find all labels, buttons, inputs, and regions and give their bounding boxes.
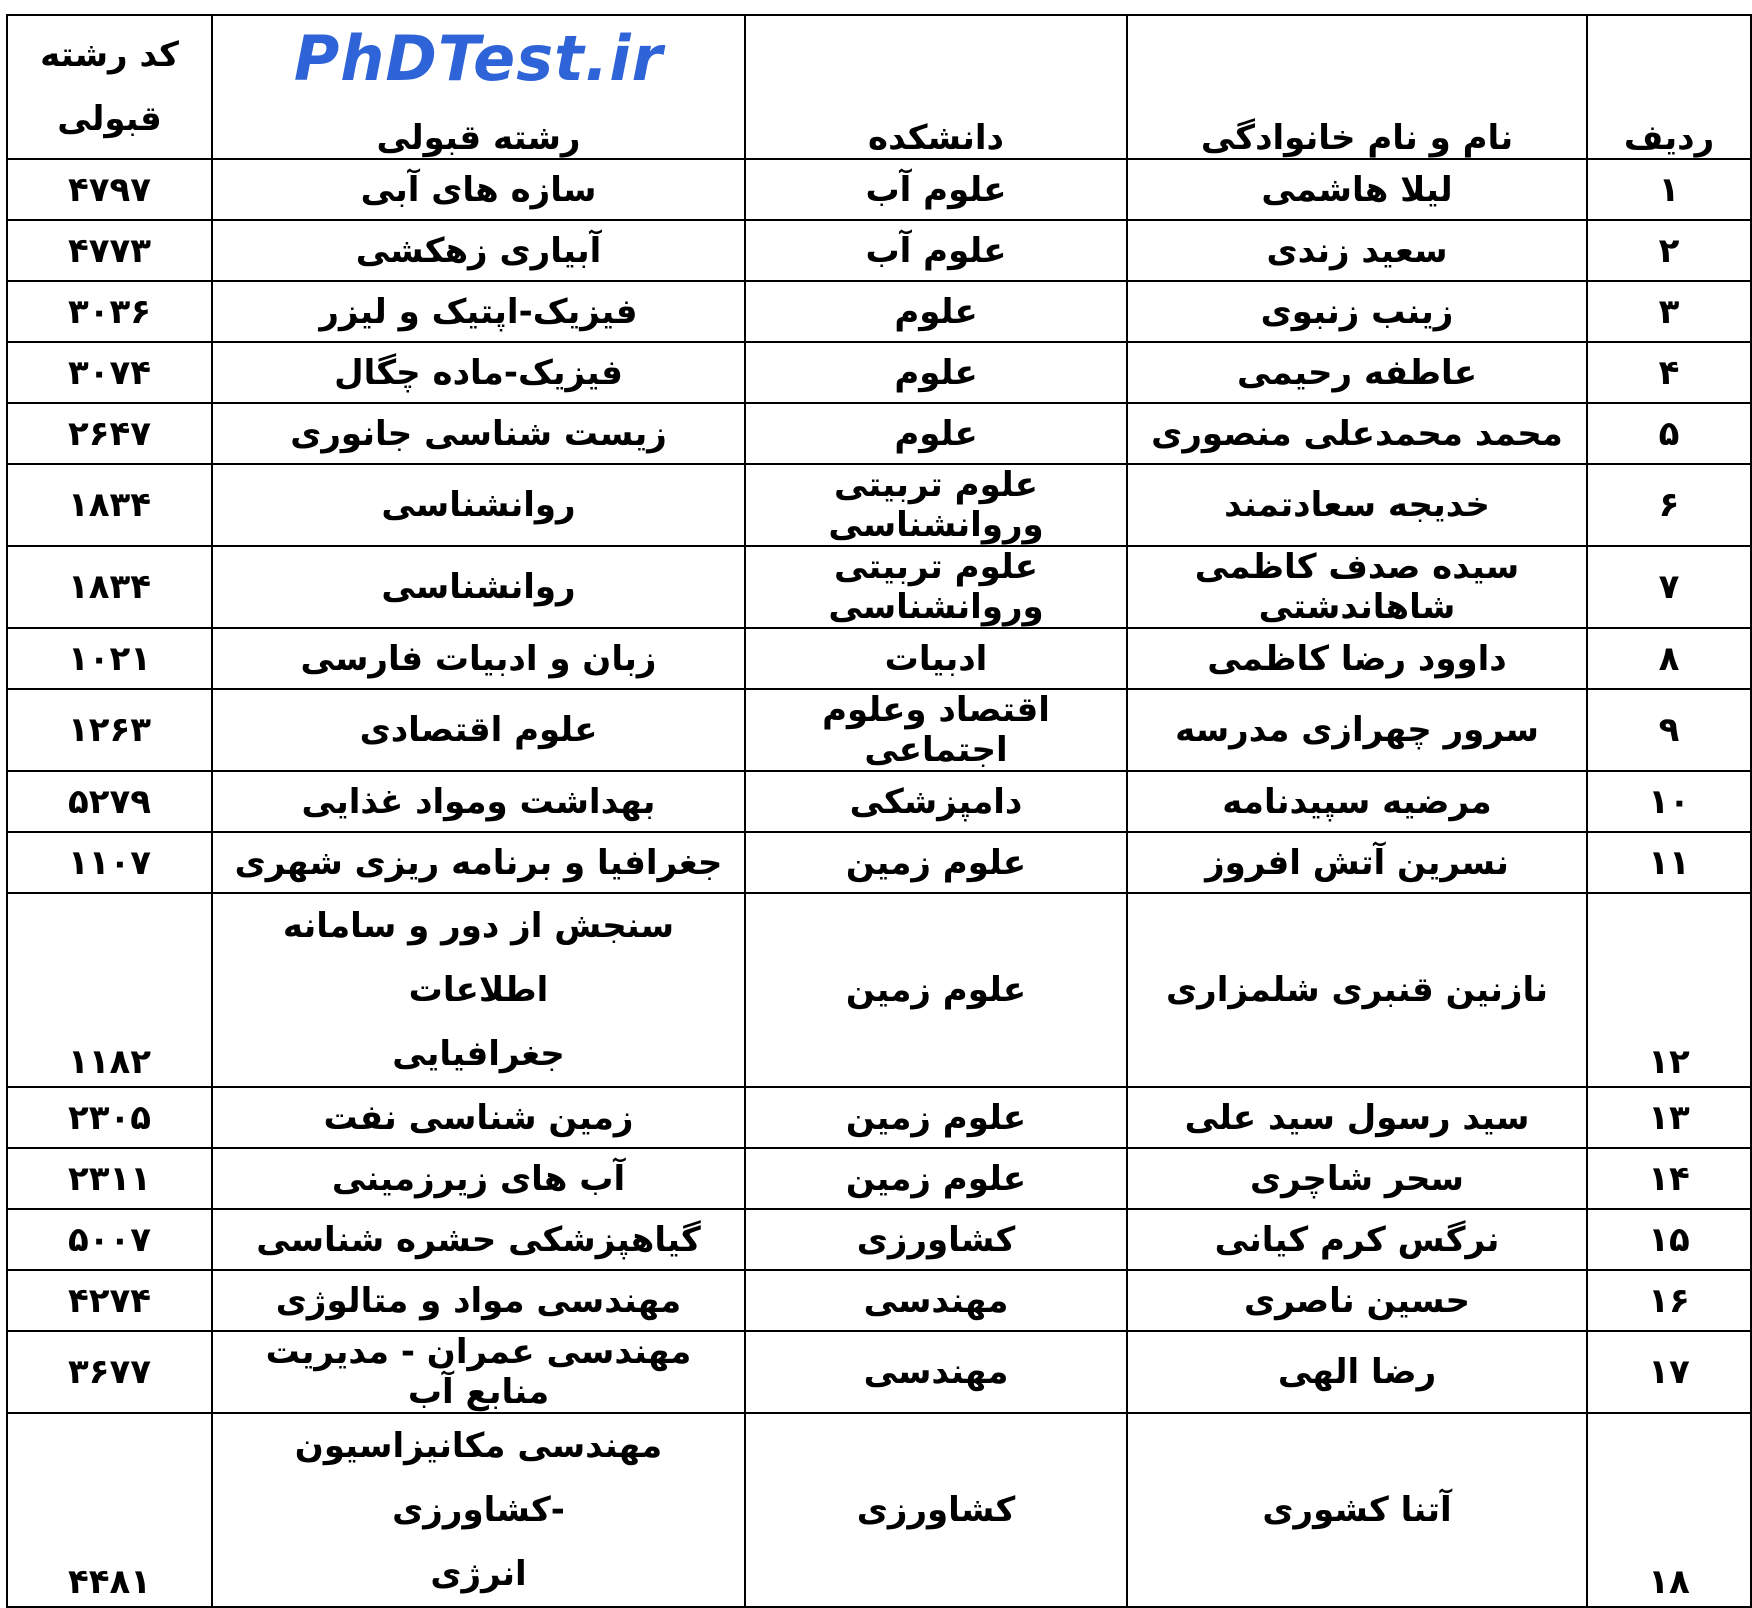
major-line: فیزیک-اپتیک و لیزر bbox=[319, 291, 638, 332]
code-cell: ۲۶۴۷ bbox=[7, 403, 212, 464]
table-row bbox=[7, 1331, 1751, 1413]
header-major-label: رشته قبولی bbox=[376, 118, 581, 158]
row-number-cell: ۲ bbox=[1587, 220, 1751, 281]
major-cell bbox=[212, 689, 745, 771]
code-cell: ۳۰۳۶ bbox=[7, 281, 212, 342]
major-cell bbox=[212, 1087, 745, 1148]
table-row bbox=[7, 464, 1751, 546]
faculty-cell: علوم bbox=[745, 403, 1127, 464]
faculty-cell: علوم آب bbox=[745, 220, 1127, 281]
major-cell bbox=[212, 342, 745, 403]
row-number-cell: ۱۳ bbox=[1587, 1087, 1751, 1148]
code-cell: ۵۰۰۷ bbox=[7, 1209, 212, 1270]
table-row bbox=[7, 771, 1751, 832]
row-number-cell: ۵ bbox=[1587, 403, 1751, 464]
major-cell bbox=[212, 1209, 745, 1270]
major-line: علوم اقتصادی bbox=[359, 710, 598, 750]
code-cell: ۱۰۲۱ bbox=[7, 628, 212, 689]
name-cell: نرگس کرم کیانی bbox=[1127, 1209, 1587, 1270]
major-line: سنجش از دور و سامانه اطلاعات bbox=[282, 906, 675, 1010]
table-row bbox=[7, 281, 1751, 342]
faculty-cell: اقتصاد وعلوم اجتماعی bbox=[745, 689, 1127, 771]
major-cell bbox=[212, 546, 745, 628]
name-cell: خدیجه سعادتمند bbox=[1127, 464, 1587, 546]
header-row-number: ردیف bbox=[1587, 15, 1751, 159]
faculty-cell: علوم زمین bbox=[745, 893, 1127, 1087]
faculty-cell: کشاورزی bbox=[745, 1209, 1127, 1270]
code-cell: ۲۳۰۵ bbox=[7, 1087, 212, 1148]
name-cell: آتنا کشوری bbox=[1127, 1413, 1587, 1607]
table-row bbox=[7, 1413, 1751, 1607]
table-row bbox=[7, 628, 1751, 689]
faculty-cell: علوم زمین bbox=[745, 1148, 1127, 1209]
faculty-cell: علوم bbox=[745, 342, 1127, 403]
header-code-line2: قبولی bbox=[57, 99, 162, 139]
table-row bbox=[7, 220, 1751, 281]
table-row bbox=[7, 342, 1751, 403]
code-cell: ۴۲۷۴ bbox=[7, 1270, 212, 1331]
major-cell bbox=[212, 281, 745, 342]
faculty-cell: علوم bbox=[745, 281, 1127, 342]
row-number-cell: ۱۷ bbox=[1587, 1331, 1751, 1413]
name-cell: نسرین آتش افروز bbox=[1127, 832, 1587, 893]
name-cell: سرور چهرازی مدرسه bbox=[1127, 689, 1587, 771]
row-number-cell: ۹ bbox=[1587, 689, 1751, 771]
major-line: روانشناسی bbox=[381, 485, 576, 525]
faculty-cell: مهندسی bbox=[745, 1331, 1127, 1413]
name-cell: نازنین قنبری شلمزاری bbox=[1127, 893, 1587, 1087]
name-cell: زینب زنبوی bbox=[1127, 281, 1587, 342]
major-cell bbox=[212, 832, 745, 893]
table-row bbox=[7, 1148, 1751, 1209]
major-line: آب های زیرزمینی bbox=[331, 1158, 626, 1199]
major-cell bbox=[212, 628, 745, 689]
faculty-cell: علوم زمین bbox=[745, 832, 1127, 893]
name-cell: محمد محمدعلی منصوری bbox=[1127, 403, 1587, 464]
watermark-logo: PhDTest.ir bbox=[293, 22, 664, 95]
table-row bbox=[7, 1270, 1751, 1331]
name-cell: سید رسول سید علی bbox=[1127, 1087, 1587, 1148]
faculty-cell: علوم آب bbox=[745, 159, 1127, 220]
name-cell: سحر شاچری bbox=[1127, 1148, 1587, 1209]
major-cell bbox=[212, 893, 745, 1087]
major-line: زمین شناسی نفت bbox=[323, 1097, 634, 1138]
table-row bbox=[7, 546, 1751, 628]
table-row bbox=[7, 832, 1751, 893]
major-line: گیاهپزشکی حشره شناسی bbox=[256, 1219, 701, 1260]
name-cell: داوود رضا کاظمی bbox=[1127, 628, 1587, 689]
faculty-cell: علوم تربیتی وروانشناسی bbox=[745, 464, 1127, 546]
row-number-cell: ۱۴ bbox=[1587, 1148, 1751, 1209]
major-cell bbox=[212, 1413, 745, 1607]
table-body bbox=[7, 15, 1751, 1607]
row-number-cell: ۷ bbox=[1587, 546, 1751, 628]
row-number-cell: ۱۸ bbox=[1587, 1413, 1751, 1607]
major-cell bbox=[212, 1270, 745, 1331]
major-cell bbox=[212, 220, 745, 281]
row-number-cell: ۱ bbox=[1587, 159, 1751, 220]
major-line: انرژی bbox=[430, 1554, 527, 1594]
code-cell: ۱۱۸۲ bbox=[7, 893, 212, 1087]
major-cell bbox=[212, 771, 745, 832]
major-line: فیزیک-ماده چگال bbox=[334, 352, 623, 393]
table-row bbox=[7, 159, 1751, 220]
faculty-cell: دامپزشکی bbox=[745, 771, 1127, 832]
major-line: مهندسی مکانیزاسیون کشاورزی- bbox=[294, 1426, 663, 1530]
admission-table bbox=[6, 14, 1752, 1608]
major-line: جغرافیا و برنامه ریزی شهری bbox=[234, 842, 723, 883]
name-cell: رضا الهی bbox=[1127, 1331, 1587, 1413]
header-faculty: دانشکده bbox=[745, 15, 1127, 159]
table-row bbox=[7, 1209, 1751, 1270]
code-cell: ۵۲۷۹ bbox=[7, 771, 212, 832]
code-cell: ۱۱۰۷ bbox=[7, 832, 212, 893]
row-number-cell: ۱۲ bbox=[1587, 893, 1751, 1087]
major-line: مهندسی مواد و متالوژی bbox=[275, 1280, 682, 1321]
code-cell: ۳۰۷۴ bbox=[7, 342, 212, 403]
row-number-cell: ۴ bbox=[1587, 342, 1751, 403]
header-row bbox=[7, 15, 1751, 159]
table-row bbox=[7, 893, 1751, 1087]
code-cell: ۴۷۷۳ bbox=[7, 220, 212, 281]
major-line: مهندسی عمران - مدیریت منابع آب bbox=[265, 1332, 692, 1412]
major-line: جغرافیایی bbox=[392, 1034, 565, 1074]
code-cell: ۴۴۸۱ bbox=[7, 1413, 212, 1607]
major-cell bbox=[212, 1331, 745, 1413]
major-line: سازه های آبی bbox=[360, 169, 597, 210]
major-cell bbox=[212, 403, 745, 464]
code-cell: ۴۷۹۷ bbox=[7, 159, 212, 220]
code-cell: ۱۲۶۳ bbox=[7, 689, 212, 771]
faculty-cell: کشاورزی bbox=[745, 1413, 1127, 1607]
row-number-cell: ۱۱ bbox=[1587, 832, 1751, 893]
faculty-cell: ادبیات bbox=[745, 628, 1127, 689]
table-row bbox=[7, 1087, 1751, 1148]
major-cell bbox=[212, 1148, 745, 1209]
name-cell: مرضیه سپیدنامه bbox=[1127, 771, 1587, 832]
name-cell: سیده صدف کاظمی شاهاندشتی bbox=[1127, 546, 1587, 628]
major-line: زبان و ادبیات فارسی bbox=[300, 638, 657, 679]
name-cell: سعید زندی bbox=[1127, 220, 1587, 281]
header-code bbox=[7, 15, 212, 159]
row-number-cell: ۱۶ bbox=[1587, 1270, 1751, 1331]
header-code-line1: کد رشته bbox=[40, 35, 179, 75]
major-cell bbox=[212, 159, 745, 220]
header-major bbox=[212, 15, 745, 159]
row-number-cell: ۶ bbox=[1587, 464, 1751, 546]
row-number-cell: ۱۵ bbox=[1587, 1209, 1751, 1270]
row-number-cell: ۳ bbox=[1587, 281, 1751, 342]
major-line: زیست شناسی جانوری bbox=[290, 413, 667, 454]
major-line: آبیاری زهکشی bbox=[355, 230, 602, 271]
code-cell: ۱۸۳۴ bbox=[7, 464, 212, 546]
row-number-cell: ۸ bbox=[1587, 628, 1751, 689]
faculty-cell: علوم زمین bbox=[745, 1087, 1127, 1148]
code-cell: ۱۸۳۴ bbox=[7, 546, 212, 628]
table-row bbox=[7, 689, 1751, 771]
code-cell: ۳۶۷۷ bbox=[7, 1331, 212, 1413]
major-cell bbox=[212, 464, 745, 546]
row-number-cell: ۱۰ bbox=[1587, 771, 1751, 832]
faculty-cell: مهندسی bbox=[745, 1270, 1127, 1331]
table-row bbox=[7, 403, 1751, 464]
code-cell: ۲۳۱۱ bbox=[7, 1148, 212, 1209]
name-cell: عاطفه رحیمی bbox=[1127, 342, 1587, 403]
major-line: بهداشت ومواد غذایی bbox=[301, 781, 656, 822]
header-name: نام و نام خانوادگی bbox=[1127, 15, 1587, 159]
name-cell: حسین ناصری bbox=[1127, 1270, 1587, 1331]
faculty-cell: علوم تربیتی وروانشناسی bbox=[745, 546, 1127, 628]
name-cell: لیلا هاشمی bbox=[1127, 159, 1587, 220]
major-line: روانشناسی bbox=[381, 567, 576, 607]
